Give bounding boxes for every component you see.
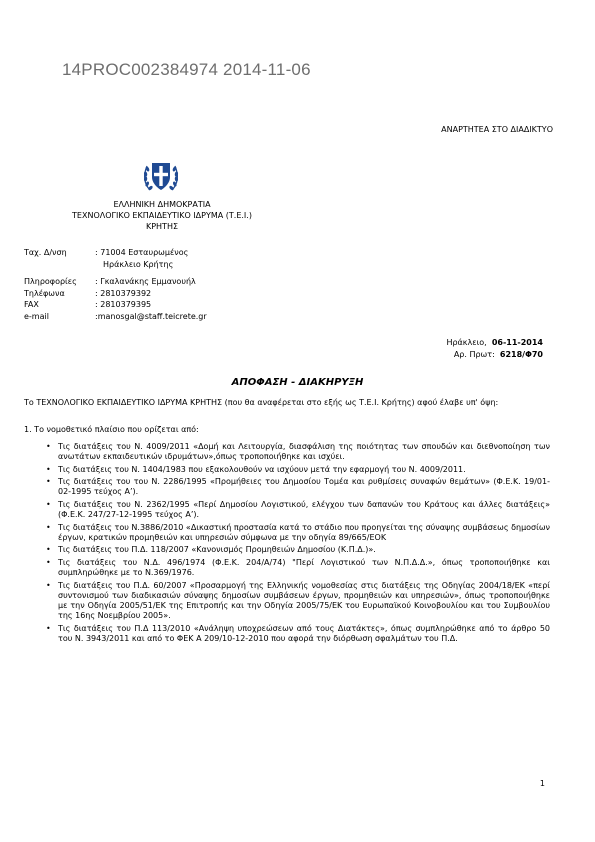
list-item [46,442,550,462]
list-item [46,624,550,644]
bullet-icon: • [46,545,51,555]
address-line-1: : 71004 Εσταυρωμένος [95,248,189,257]
date-place: Ηράκλειο, [446,338,487,347]
list-item-text: Τις διατάξεις του Ν. 4009/2011 «Δομή και Λειτουργία, διασφάλιση της ποιότητας των σπουδών και διεθνοποίηση των ανωτάτων εκπαιδευτικών ιδρυμάτων»,όπως τροποποιήθηκε και ισχύει. [58,442,550,462]
list-item-text: Τις διατάξεις του Ν.3886/2010 «Δικαστική προστασία κατά το στάδιο που προηγείται της σύναψης συμβάσεως δημοσίων έργων, κρατικών προμηθειών και υπηρεσιών σύμφωνα με την οδηγία 89/665/ΕΟΚ [58,522,550,542]
contact-value: :manosgal@staff.teicrete.gr [95,311,207,321]
address-line-2: Ηράκλειο Κρήτης [103,259,174,269]
protocol-number: 6218/Φ70 [499,350,543,359]
page-number: 1 [539,779,545,788]
section-1-heading: 1. Το νομοθετικό πλαίσιο που ορίζεται από: [24,425,199,434]
list-item [46,581,550,622]
contact-label: Πληροφορίες [24,277,77,286]
date-protocol-block [446,337,543,361]
list-item-text: Τις διατάξεις του Π.Δ. 60/2007 «Προσαρμογή της Ελληνικής νομοθεσίας στις διατάξεις της Οδηγίας 2004/18/ΕΚ «περί συντονισμού των διαδικασιών σύναψης δημοσίων συμβάσεων έργων, προμηθειών και υπηρεσιών», όπως τροποποιήθηκε με την Οδηγία 2005/51/ΕΚ της Επιτροπής και την Οδηγία 2005/75/ΕΚ του Ευρωπαϊκού Κοινοβουλίου και του Συμβουλίου της 16ης Νοεμβρίου 2005». [58,580,550,621]
bullet-icon: • [46,580,51,590]
issuer-region: ΚΡΗΤΗΣ [145,222,179,231]
list-item [46,500,550,520]
bullet-icon: • [46,499,51,509]
list-item [46,465,550,475]
legal-framework-list [46,442,550,646]
list-item-text: Τις διατάξεις του Ν.Δ. 496/1974 (Φ.Ε.Κ. 204/Α/74) "Περί Λογιστικού των Ν.Π.Δ.Δ.», όπως τροποποιήθηκε και συμπληρώθηκε με το Ν.369/1976. [58,557,550,578]
list-item [46,523,550,543]
issuer-country: ΕΛΛΗΝΙΚΗ ΔΗΜΟΚΡΑΤΙΑ [113,200,211,209]
list-item [46,558,550,578]
list-item-text: Τις διατάξεις του Ν. 1404/1983 που εξακολουθούν να ισχύουν μετά την εφαρμογή του Ν. 4009/2011. [58,464,466,474]
issuer-block [42,199,282,232]
contact-value: : 2810379395 [95,300,152,309]
bullet-icon: • [46,477,51,487]
document-date: 06-11-2014 [491,338,543,347]
bullet-icon: • [46,522,51,532]
document-title: ΑΠΟΦΑΣΗ - ΔΙΑΚΗΡΥΞΗ [231,377,364,388]
contact-value: : Γκαλανάκης Εμμανουήλ [95,277,196,286]
document-id: 14PROC002384974 2014-11-06 [62,60,311,79]
greek-coat-of-arms-icon [141,157,181,197]
bullet-icon: • [46,623,51,633]
intro-paragraph: Το ΤΕΧΝΟΛΟΓΙΚΟ ΕΚΠΑΙΔΕΥΤΙΚΟ ΙΔΡΥΜΑ ΚΡΗΤΗΣ (που θα αναφέρεται στο εξής ως Τ.Ε.Ι. Κρήτης) αφού έλαβε υπ' όψη: [24,398,499,407]
list-item-text: Τις διατάξεις του του Ν. 2286/1995 «Προμήθειες του Δημοσίου Τομέα και ρυθμίσεις συναφών θεμάτων» (Φ.Ε.Κ. 19/01-02-1995 τεύχος Α’). [58,477,550,497]
list-item [46,545,550,555]
online-posting-label: ΑΝΑΡΤΗΤΕΑ ΣΤΟ ΔΙΑΔΙΚΤΥΟ [441,125,553,134]
issuer-institution: ΤΕΧΝΟΛΟΓΙΚΟ ΕΚΠΑΙΔΕΥΤΙΚΟ ΙΔΡΥΜΑ (Τ.Ε.Ι.) [72,211,252,220]
list-item-text: Τις διατάξεις του Ν. 2362/1995 «Περί Δημοσίου Λογιστικού, ελέγχου των δαπανών του Κράτους και άλλες διατάξεις» (Φ.Ε.Κ. 247/27-12-1995 τεύχος Α’). [58,499,550,520]
bullet-icon: • [46,442,51,451]
protocol-label: Αρ. Πρωτ: [453,350,495,359]
address-label: Ταχ. Δ/νση [24,248,67,257]
list-item-text: Τις διατάξεις του Π.Δ. 118/2007 «Κανονισμός Προμηθειών Δημοσίου (Κ.Π.Δ.)». [58,545,376,555]
list-item-text: Τις διατάξεις του Π.Δ 113/2010 «Ανάληψη υποχρεώσεων από τους Διατάκτες», όπως συμπληρώθηκε από το άρθρο 50 του Ν. 3943/2011 και από το ΦΕΚ Α 209/10-12-2010 που αφορά την διόρθωση σφαλμάτων του Π.Δ. [58,623,550,643]
bullet-icon: • [46,557,51,567]
contact-label: Τηλέφωνα [24,288,65,298]
contact-label: e-mail [24,311,49,321]
bullet-icon: • [46,464,51,474]
contact-label: FAX [24,300,39,309]
list-item [46,477,550,497]
contact-value: : 2810379392 [95,288,152,298]
